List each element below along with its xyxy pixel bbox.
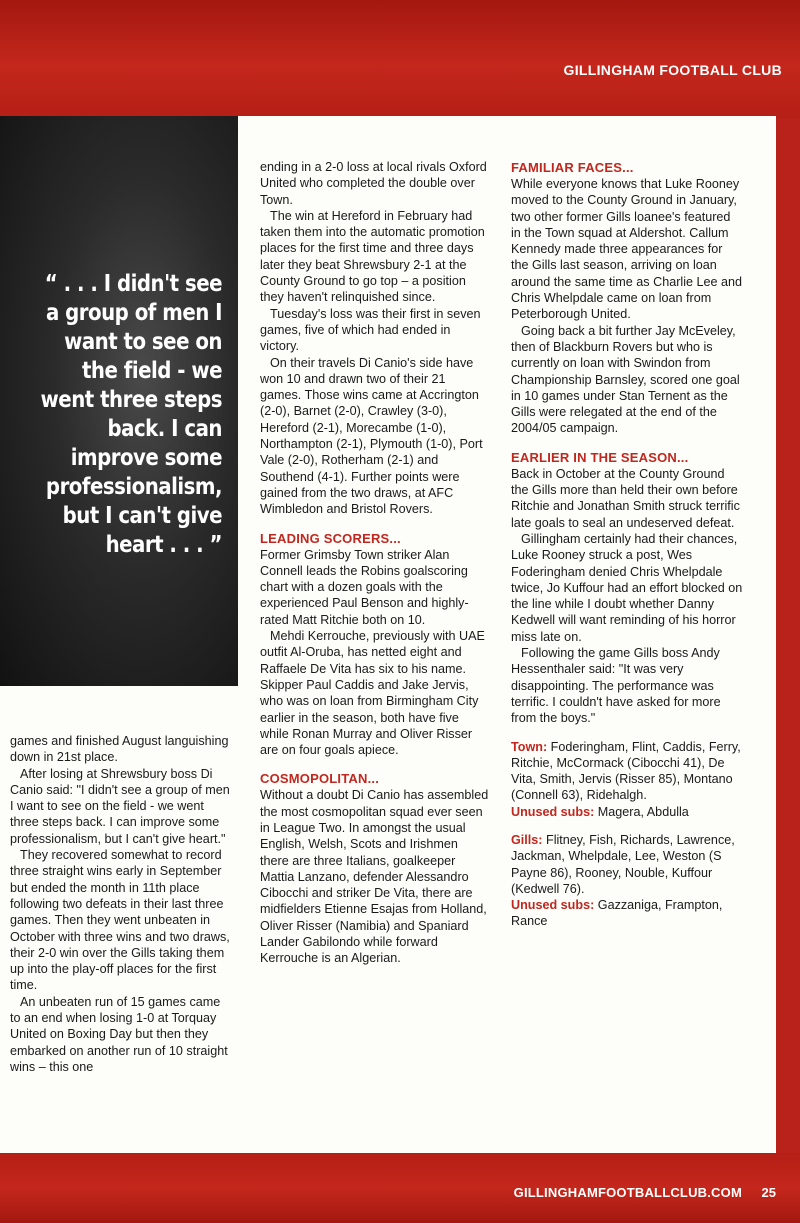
paragraph: ending in a 2-0 loss at local rivals Oxford United who completed the double over Town. (260, 160, 487, 207)
footer-url: GILLINGHAMFOOTBALLCLUB.COM (513, 1185, 742, 1200)
top-red-band (0, 0, 800, 118)
paragraph: While everyone knows that Luke Rooney moved to the County Ground in January, two other former Gills loanee's featured in the Town squad at Aldershot. Callum Kennedy made three appearances for the Gills last season, arriving on loan around the same time as Charlie Lee and Chris Whelpdale came on loan from Peterborough United. (511, 177, 743, 322)
article-column-2 (260, 159, 490, 967)
section-heading-cosmopolitan: COSMOPOLITAN... (260, 771, 380, 787)
gills-unused-subs (511, 897, 743, 930)
paragraph: games and finished August languishing down in 21st place. (10, 734, 229, 765)
section-heading-earlier-season: EARLIER IN THE SEASON... (511, 449, 689, 465)
paragraph: Going back a bit further Jay McEveley, then of Blackburn Rovers but who is currently on loan with Swindon from Championship Barnsley, scored one goal in 10 games under Stan Ternent as the Gills were relegated at the end of the 2004/05 campaign. (511, 323, 740, 436)
paragraph: Following the game Gills boss Andy Hessenthaler said: "It was very disappointing. The performance was terrific. I couldn't have asked for more from the boys." (511, 646, 721, 726)
gills-lineup (511, 832, 743, 897)
section-heading-leading-scorers: LEADING SCORERS... (260, 530, 401, 546)
paragraph: Without a doubt Di Canio has assembled the most cosmopolitan squad ever seen in League Two. In amongst the usual English, Welsh, Scots and Irishmen there are three Italians, goalkeeper Mattia Lanzano, defender Alessandro Cibocchi and striker De Vita, there are midfielders Etienne Esajas from Holland, Oliver Risser (Namibia) and Spaniard Lander Gabilondo while forward Kerrouche is an Algerian. (260, 788, 489, 966)
paragraph: After losing at Shrewsbury boss Di Canio said: "I didn't see a group of men I want to see on the field - we went three steps back. I can improve some professionalism, but I can't give heart." (10, 766, 230, 846)
town-label: Town: (511, 739, 548, 754)
gills-label: Gills: (511, 832, 543, 847)
page-number: 25 (761, 1185, 776, 1200)
article-column-3 (511, 159, 743, 930)
paragraph: The win at Hereford in February had taken them into the automatic promotion places for the first time and three days later they beat Shrewsbury 2-1 at the County Ground to go top – a position they haven't relinquished since. (260, 208, 485, 305)
town-unused-subs (511, 804, 743, 820)
gills-subs-players: Gazzaniga, Frampton, Rance (511, 898, 723, 929)
town-lineup (511, 739, 743, 804)
section-heading-familiar-faces: FAMILIAR FACES... (511, 160, 634, 175)
paragraph: Former Grimsby Town striker Alan Connell leads the Robins goalscoring chart with a dozen goals with the experienced Paul Benson and highly-rated Matt Ritchie both on 10. (260, 547, 469, 627)
unused-subs-label: Unused subs: (511, 898, 595, 913)
town-players: Foderingham, Flint, Caddis, Ferry, Ritchie, McCormack (Cibocchi 41), De Vita, Smith, Jervis (Risser 85), Montano (Connell 63), Ridehalgh. (511, 739, 741, 803)
paragraph: On their travels Di Canio's side have won 10 and drawn two of their 21 games. Those wins came at Accrington (2-0), Barnet (2-0), Crawley (3-0), Hereford (2-1), Morecambe (1-0), Northampton (2-1), Plymouth (1-0), Port Vale (2-0), Rotherham (2-1) and Southend (4-1). Further points were gained from the two draws, at AFC Wimbledon and Bristol Rovers. (260, 355, 483, 517)
article-column-1 (10, 733, 232, 1075)
pull-quote: “ . . . I didn't see a group of men I want to see on the field - we went three steps back. I can improve some professionalism, but I can't give heart . . . ” (40, 271, 223, 558)
paragraph: Mehdi Kerrouche, previously with UAE outfit Al-Oruba, has netted eight and Raffaele De Vita has six to his name. Skipper Paul Caddis and Jake Jervis, who was on loan from Birmingham City earlier in the season, both have five while Ronan Murray and Oliver Risser are on four goals apiece. (260, 629, 485, 758)
paragraph: Tuesday's loss was their first in seven games, five of which had ended in victory. (260, 306, 481, 354)
unused-subs-label: Unused subs: (511, 804, 595, 819)
paragraph: Gillingham certainly had their chances, Luke Rooney struck a post, Wes Foderingham denied Chris Whelpdale twice, Jo Kuffour had an effort blocked on the line while I doubt whether Danny Kedwell will want reminding of his horror miss late on. (511, 531, 743, 644)
town-subs-players: Magera, Abdulla (594, 804, 689, 819)
paragraph: Back in October at the County Ground the Gills more than held their own before Ritchie and Jonathan Smith struck terrific late goals to seal an undeserved defeat. (511, 466, 740, 530)
paragraph: An unbeaten run of 15 games came to an end when losing 1-0 at Torquay United on Boxing Day but then they embarked on another run of 10 straight wins – this one (10, 994, 228, 1074)
gills-players: Flitney, Fish, Richards, Lawrence, Jackman, Whelpdale, Lee, Weston (S Payne 86), Rooney, Nouble, Kuffour (Kedwell 76). (511, 832, 735, 896)
paragraph: They recovered somewhat to record three straight wins early in September but ended the month in 11th place following two defeats in their last three games. Then they went unbeaten in October with three wins and two draws, their 2-0 win over the Gills taking them up into the play-off places for the first time. (10, 848, 230, 993)
club-name-header: GILLINGHAM FOOTBALL CLUB (563, 62, 782, 78)
